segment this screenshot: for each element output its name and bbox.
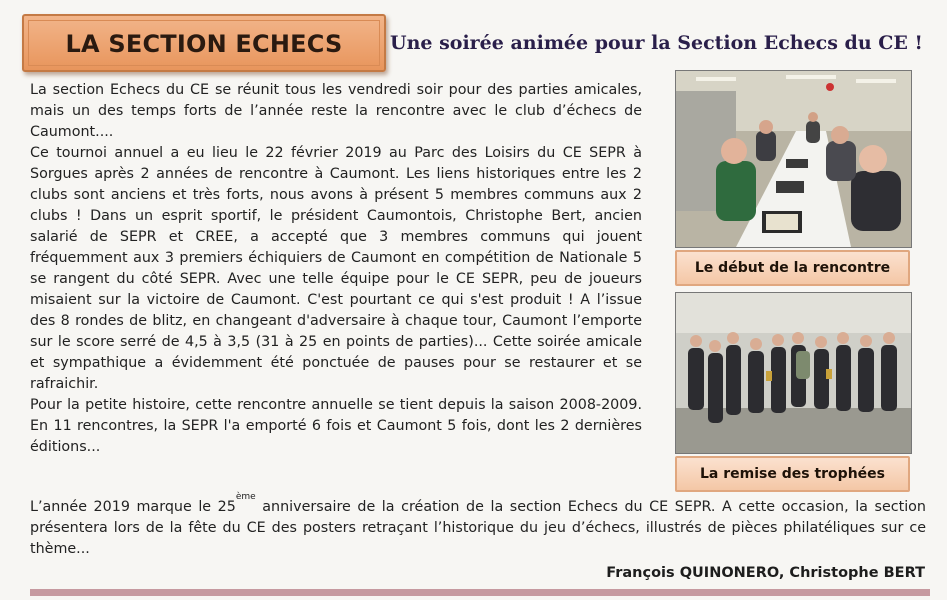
paragraph-4-start: L’année 2019 marque le 25 [30,499,236,515]
photo-caption-start: Le début de la rencontre [675,250,910,286]
article-headline: Une soirée animée pour la Section Echecs du CE ! [390,32,923,54]
paragraph-2: Ce tournoi annuel a eu lieu le 22 février 2019 au Parc des Loisirs du CE SEPR à Sorgues après 2 années de rencontre à Caumont. Les liens historiques entre les 2 clubs sont anciens et très forts, nous avons à présent 5 membres communs aux 2 clubs ! Dans un esprit sportif, le président Caumontois, Christophe Bert, ancien salarié de SEPR et CREE, a accepté que 3 membres communs qui jouent fréquemment aux 3 premiers échiquiers de Caumont en compétition de Nationale 5 se rangent du côté SEPR. Avec une telle équipe pour le CE SEPR, peu de joueurs misaient sur la victoire de Caumont. C'est pourtant ce qui s'est produit ! A l’issue des 8 rondes de blitz, en changeant d'adversaire à chaque tour, Caumont l’emporte sur le score serré de 4,5 à 3,5 (31 à 25 en points de parties)... Cette soirée amicale et sympathique a évidemment été ponctuée de pauses pour se restaurer et se rafraichir. [30,145,642,392]
ordinal-superscript: ème [235,492,256,503]
paragraph-1: La section Echecs du CE se réunit tous les vendredi soir pour des parties amicales, mais un des temps forts de l’année reste la rencontre avec le club d’échecs de Caumont.... [30,82,642,140]
bottom-rule [30,589,930,596]
photo-caption-trophies: La remise des trophées [675,456,910,492]
trophy-group-illustration [676,293,911,453]
article-body [30,80,642,458]
paragraph-4 [30,492,926,560]
chess-match-photo [675,70,912,248]
chess-match-illustration [676,71,911,247]
article-authors: François QUINONERO, Christophe BERT [606,565,925,581]
paragraph-3: Pour la petite histoire, cette rencontre annuelle se tient depuis la saison 2008-2009. En 11 rencontres, la SEPR l'a emporté 6 fois et Caumont 5 fois, dont les 2 dernières éditions... [30,397,642,455]
section-title: LA SECTION ECHECS [65,30,343,58]
trophy-group-photo [675,292,912,454]
section-banner [22,14,386,72]
paragraph-4-end: anniversaire de la création de la section Echecs du CE SEPR. A cette occasion, la section présentera lors de la fête du CE des posters retraçant l’historique du jeu d’échecs, illustrés de pièces philatéliques sur ce thème... [30,499,926,557]
